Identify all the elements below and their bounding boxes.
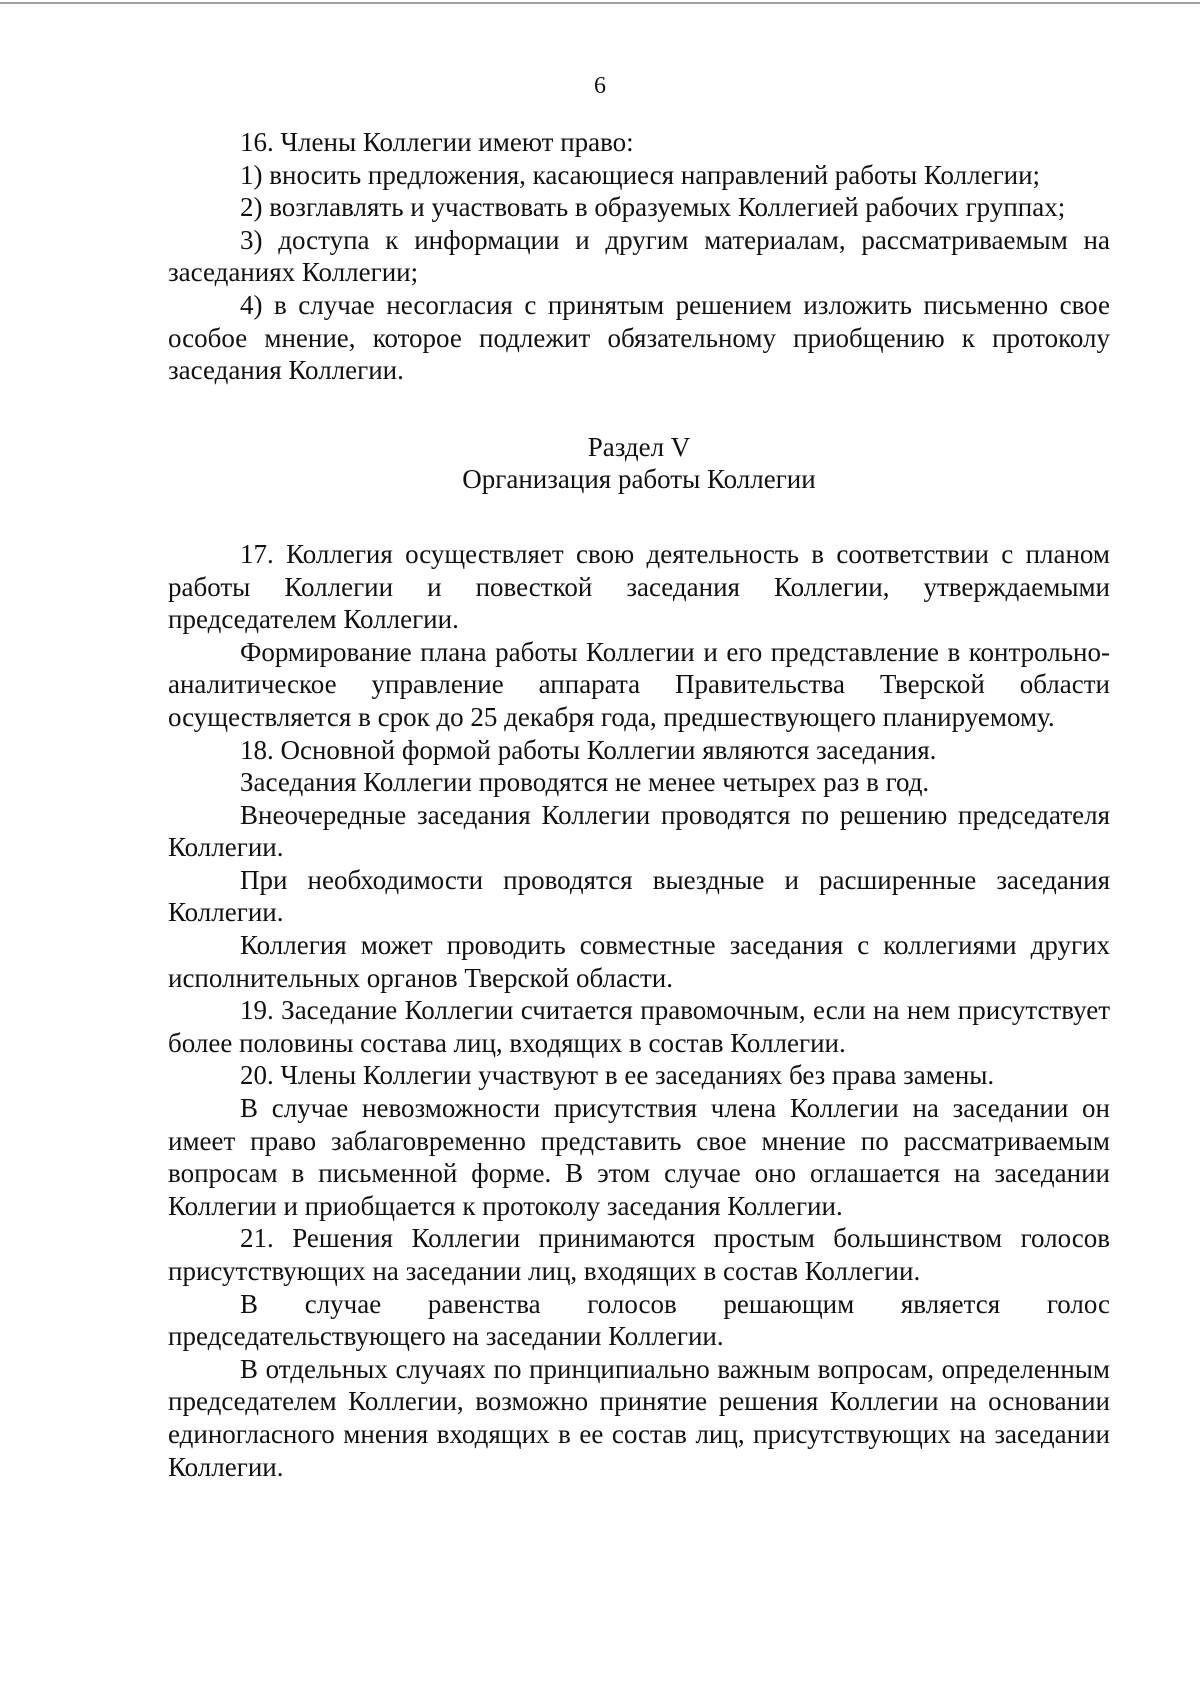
paragraph-18-frequency: Заседания Коллегии проводятся не менее четырех раз в год.: [240, 767, 930, 798]
paragraph-16-item-4: 4) в случае несогласия с принятым решением изложить письменно свое особое мнение, которое подлежит обязательному приобщению к протоколу заседания Коллегии.: [168, 289, 1110, 386]
paragraph-18-offsite: При необходимости проводятся выездные и расширенные заседания Коллегии.: [168, 864, 1110, 928]
paragraph-18: 18. Основной формой работы Коллегии являются заседания.: [240, 734, 937, 765]
paragraph-21-tie: В случае равенства голосов решающим является голос председательствующего на заседании Коллегии.: [168, 1288, 1110, 1352]
page-number: 6: [594, 73, 606, 99]
paragraph-21: 21. Решения Коллегии принимаются простым большинством голосов присутствующих на заседании лиц, входящих в состав Коллегии.: [168, 1223, 1110, 1286]
paragraph-16-item-1: 1) вносить предложения, касающиеся направлений работы Коллегии;: [240, 159, 1041, 190]
section-heading: [168, 431, 1110, 496]
section-number: Раздел V: [587, 431, 691, 462]
paragraph-16-heading: 16. Члены Коллегии имеют право:: [240, 127, 634, 157]
section-title: Организация работы Коллегии: [462, 464, 816, 495]
paragraph-16-item-3: 3) доступа к информации и другим материалам, рассматриваемым на заседаниях Коллегии;: [168, 224, 1110, 288]
paragraph-20: 20. Члены Коллегии участвуют в ее заседаниях без права замены.: [240, 1060, 995, 1091]
paragraph-18-extraordinary: Внеочередные заседания Коллегии проводятся по решению председателя Коллегии.: [168, 799, 1110, 863]
paragraph-19: 19. Заседание Коллегии считается правомочным, если на нем присутствует более половины состава лиц, входящих в состав Коллегии.: [168, 995, 1110, 1058]
paragraph-17-plan: Формирование плана работы Коллегии и его представление в контрольно-аналитическое управление аппарата Правительства Тверской области осуществляется в срок до 25 декабря года, предшествующего планируемому.: [168, 636, 1110, 732]
paragraph-20-absence: В случае невозможности присутствия члена Коллегии на заседании он имеет право заблаговременно представить свое мнение по рассматриваемым вопросам в письменной форме. В этом случае оно оглашается на заседании Коллегии и приобщается к протоколу заседания Коллегии.: [168, 1093, 1110, 1221]
paragraph-16-item-2: 2) возглавлять и участвовать в образуемых Коллегией рабочих группах;: [240, 192, 1066, 223]
document-body: [168, 126, 1110, 1483]
paragraph-21-unanimous: В отдельных случаях по принципиально важным вопросам, определенным председателем Коллегии, возможно принятие решения Коллегии на основании единогласного мнения входящих в ее состав лиц, присутствующих на заседании Коллегии.: [168, 1353, 1110, 1482]
paragraph-17: 17. Коллегия осуществляет свою деятельность в соответствии с планом работы Коллегии и повесткой заседания Коллегии, утверждаемыми председателем Коллегии.: [168, 538, 1110, 635]
scan-top-edge: [0, 2, 1200, 4]
paragraph-18-joint: Коллегия может проводить совместные заседания с коллегиями других исполнительных органов Тверской области.: [168, 930, 1110, 993]
